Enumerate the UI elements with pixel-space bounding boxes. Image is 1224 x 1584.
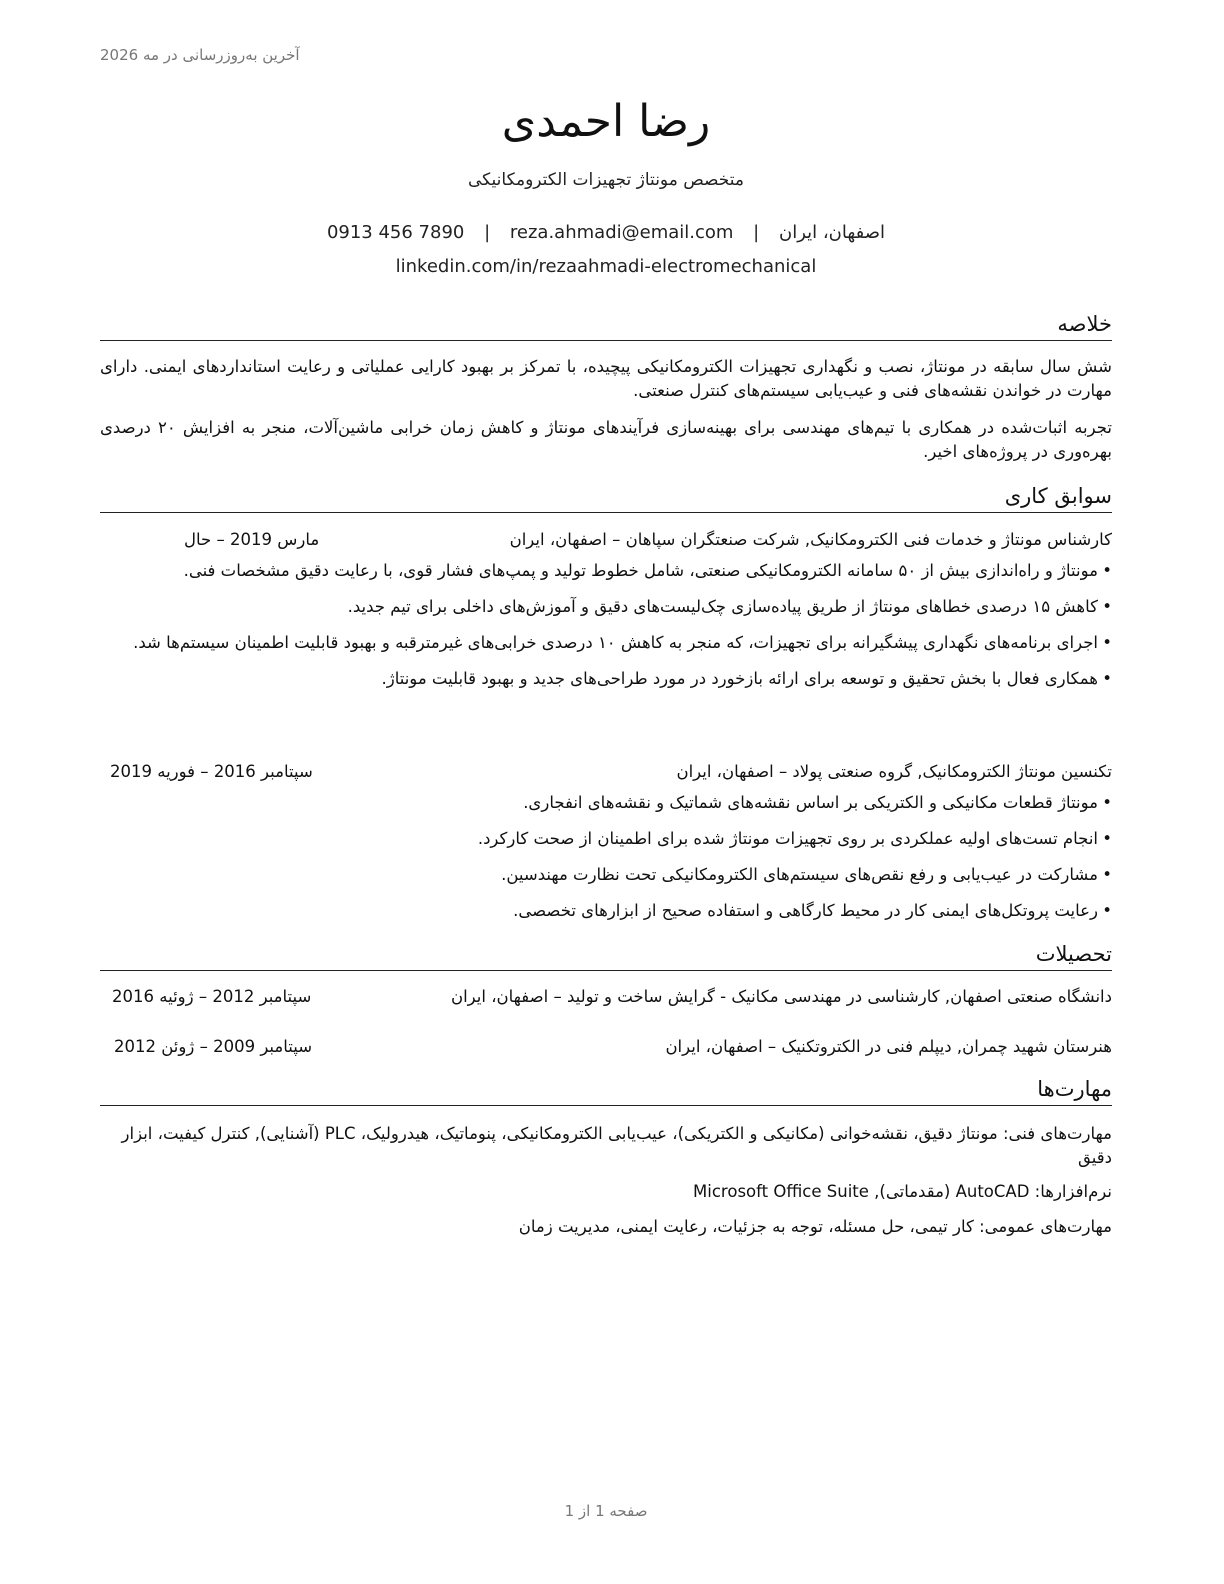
job-bullets xyxy=(100,791,1112,935)
job-role: کارشناس مونتاژ و خدمات فنی الکترومکانیک, شرکت صنعتگران سپاهان – اصفهان، ایران xyxy=(509,530,1112,549)
education-institution: دانشگاه صنعتی اصفهان, کارشناسی در مهندسی مکانیک - گرایش ساخت و تولید – اصفهان، ایران xyxy=(450,987,1112,1006)
section-heading-summary: خلاصه xyxy=(100,310,1112,341)
job-role: تکنسین مونتاژ الکترومکانیک, گروه صنعتی پولاد – اصفهان، ایران xyxy=(676,762,1112,781)
separator: | xyxy=(484,222,491,243)
resume-page xyxy=(100,0,1112,1584)
skills-line: مهارت‌های فنی: مونتاژ دقیق، نقشه‌خوانی (مکانیکی و الکتریکی)، عیب‌یابی الکترومکانیکی، پنوماتیک، هیدرولیک، PLC (آشنایی), کنترل کیفیت، ابزار دقیق xyxy=(121,1124,1112,1167)
education-dates: سپتامبر 2012 – ژوئیه 2016 xyxy=(112,987,312,1006)
section-heading-experience: سوابق کاری xyxy=(100,482,1112,513)
list-item: • اجرای برنامه‌های نگهداری پیشگیرانه برای تجهیزات، که منجر به کاهش ۱۰ درصدی خرابی‌های غیرمترقبه و بهبود قابلیت اطمینان سیستم‌ها شد. xyxy=(100,631,1112,655)
job-dates: سپتامبر 2016 – فوریه 2019 xyxy=(110,762,313,781)
education-item xyxy=(100,1035,1112,1059)
list-item: • انجام تست‌های اولیه عملکردی بر روی تجهیزات مونتاژ شده برای اطمینان از صحت کارکرد. xyxy=(100,827,1112,851)
list-item: • مشارکت در عیب‌یابی و رفع نقص‌های سیستم‌های الکترومکانیکی تحت نظارت مهندسین. xyxy=(100,863,1112,887)
job-dates: مارس 2019 – حال xyxy=(184,530,320,549)
contact-line xyxy=(100,222,1112,243)
last-updated-note: آخرین به‌روزرسانی در مه 2026 xyxy=(100,46,300,64)
linkedin-link[interactable]: linkedin.com/in/rezaahmadi-electromechanical xyxy=(395,256,817,277)
list-item: • مونتاژ و راه‌اندازی بیش از ۵۰ سامانه الکترومکانیکی صنعتی، شامل خطوط تولید و پمپ‌های فشار قوی، با رعایت دقیق مشخصات فنی. xyxy=(100,559,1112,583)
summary-paragraph: شش سال سابقه در مونتاژ، نصب و نگهداری تجهیزات الکترومکانیکی پیچیده، با تمرکز بر بهبود کارایی عملیاتی و رعایت استانداردهای ایمنی. دارای مهارت در خواندن نقشه‌های فنی و عیب‌یابی سیستم‌های کنترل صنعتی. xyxy=(100,357,1112,400)
education-item xyxy=(100,985,1112,1009)
list-item: • همکاری فعال با بخش تحقیق و توسعه برای ارائه بازخورد در مورد طراحی‌های جدید و بهبود قابلیت مونتاژ. xyxy=(100,667,1112,691)
email-link[interactable]: reza.ahmadi@email.com xyxy=(509,222,734,243)
list-item: • رعایت پروتکل‌های ایمنی کار در محیط کارگاهی و استفاده صحیح از ابزارهای تخصصی. xyxy=(100,899,1112,923)
skills-line: نرم‌افزارها: AutoCAD (مقدماتی), Microsoft Office Suite xyxy=(693,1182,1112,1201)
phone-number: 0913 456 7890 xyxy=(326,222,465,243)
education-dates: سپتامبر 2009 – ژوئن 2012 xyxy=(114,1037,313,1056)
skills-line: مهارت‌های عمومی: کار تیمی، حل مسئله، توجه به جزئیات، رعایت ایمنی، مدیریت زمان xyxy=(518,1217,1112,1236)
job-bullets xyxy=(100,559,1112,703)
job-title: متخصص مونتاژ تجهیزات الکترومکانیکی xyxy=(467,170,744,190)
job-header xyxy=(100,760,1112,784)
candidate-name: رضا احمدی xyxy=(501,96,711,147)
separator: | xyxy=(753,222,760,243)
page-number: صفحه 1 از 1 xyxy=(564,1502,648,1520)
list-item: • مونتاژ قطعات مکانیکی و الکتریکی بر اساس نقشه‌های شماتیک و نقشه‌های انفجاری. xyxy=(100,791,1112,815)
section-heading-skills: مهارت‌ها xyxy=(100,1075,1112,1106)
list-item: • کاهش ۱۵ درصدی خطاهای مونتاژ از طریق پیاده‌سازی چک‌لیست‌های دقیق و آموزش‌های داخلی برای تیم جدید. xyxy=(100,595,1112,619)
section-heading-education: تحصیلات xyxy=(100,940,1112,971)
summary-paragraph: تجربه اثبات‌شده در همکاری با تیم‌های مهندسی برای بهینه‌سازی فرآیندهای مونتاژ و کاهش زمان خرابی ماشین‌آلات، منجر به افزایش ۲۰ درصدی بهره‌وری در پروژه‌های اخیر. xyxy=(100,418,1112,461)
education-institution: هنرستان شهید چمران, دیپلم فنی در الکتروتکنیک – اصفهان، ایران xyxy=(665,1037,1112,1056)
job-header xyxy=(100,528,1112,552)
location: اصفهان، ایران xyxy=(778,222,886,243)
